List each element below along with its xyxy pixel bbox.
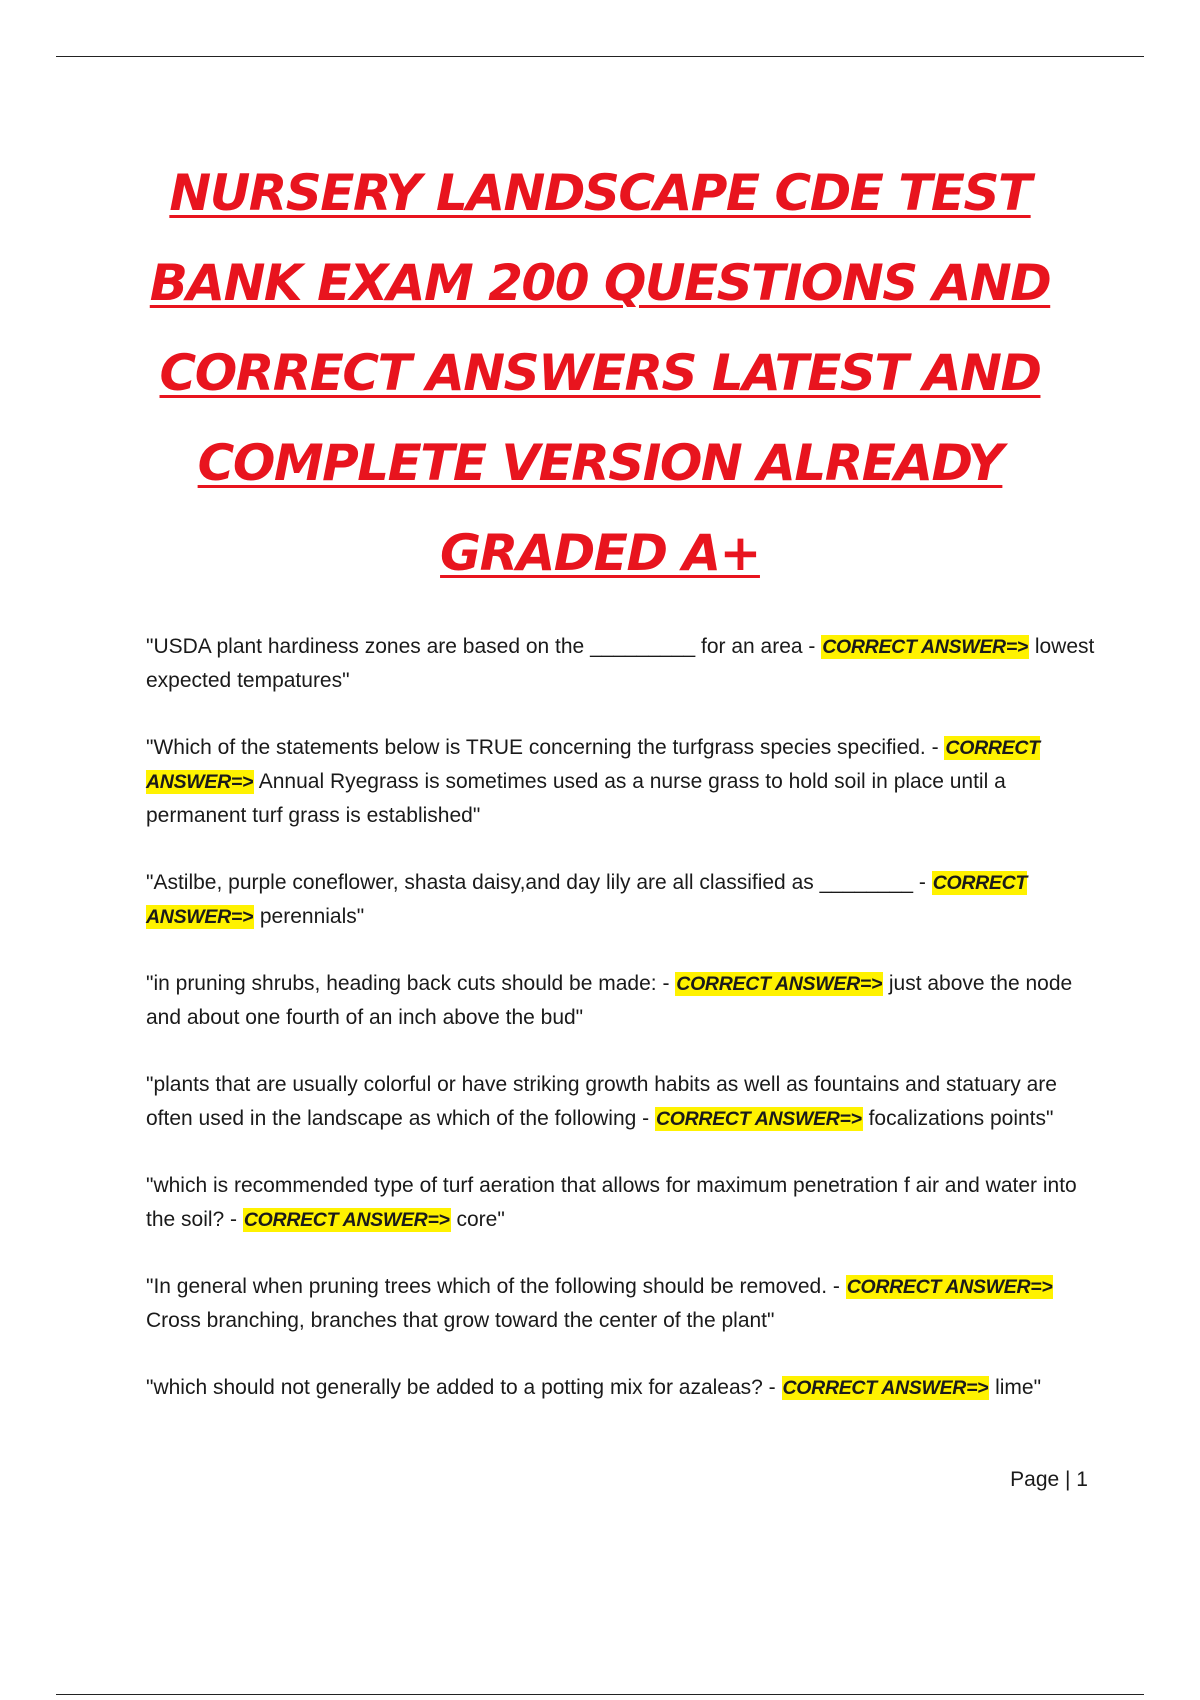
- answer-label: CORRECT ANSWER=>: [676, 973, 883, 995]
- question-text: "in pruning shrubs, heading back cuts should be made: -: [146, 972, 676, 995]
- qa-item: [146, 1169, 1096, 1237]
- answer-label: CORRECT ANSWER=>: [146, 872, 1028, 928]
- qa-item: [146, 1270, 1096, 1338]
- answer-text: lime": [989, 1376, 1042, 1399]
- qa-item: [146, 630, 1096, 698]
- qa-item: [146, 866, 1096, 934]
- answer-label: CORRECT ANSWER=>: [782, 1377, 989, 1399]
- answer-text: perennials": [254, 905, 365, 928]
- header-rule: [56, 56, 1144, 57]
- answer-label: CORRECT ANSWER=>: [822, 636, 1028, 658]
- document-title: NURSERY LANDSCAPE CDE TEST BANK EXAM 200 QUESTIONS AND CORRECT ANSWERS LATEST AND COMPLETE VERSION ALREADY GRADED A+: [149, 164, 1051, 582]
- qa-list: [146, 630, 1096, 1438]
- answer-text: lowest expected tempatures": [146, 635, 1095, 692]
- qa-item: [146, 731, 1096, 833]
- answer-text: just above the node and about one fourth of an inch above the bud": [146, 972, 1073, 1029]
- qa-item: [146, 967, 1096, 1035]
- answer-label: CORRECT ANSWER=>: [243, 1209, 450, 1231]
- answer-label: CORRECT ANSWER=>: [146, 737, 1040, 793]
- question-text: "which is recommended type of turf aeration that allows for maximum penetration f air and water into the soil? -: [146, 1174, 1077, 1231]
- answer-text: Cross branching, branches that grow toward the center of the plant": [146, 1309, 775, 1332]
- answer-text: focalizations points": [862, 1107, 1054, 1130]
- question-text: "In general when pruning trees which of the following should be removed. -: [146, 1275, 846, 1298]
- question-text: "plants that are usually colorful or have striking growth habits as well as fountains and statuary are often used in the landscape as which of the following -: [146, 1073, 1057, 1130]
- answer-text: core": [450, 1208, 505, 1231]
- question-text: "which should not generally be added to a potting mix for azaleas? -: [146, 1376, 782, 1399]
- question-text: "Which of the statements below is TRUE concerning the turfgrass species specified. -: [146, 736, 945, 759]
- question-text: "Astilbe, purple coneflower, shasta daisy,and day lily are all classified as ________ -: [146, 871, 932, 894]
- footer-rule: [56, 1694, 1144, 1695]
- answer-text: Annual Ryegrass is sometimes used as a nurse grass to hold soil in place until a permanent turf grass is established": [146, 770, 1006, 827]
- question-text: "USDA plant hardiness zones are based on the _________ for an area -: [146, 635, 822, 658]
- qa-item: [146, 1371, 1096, 1405]
- answer-label: CORRECT ANSWER=>: [655, 1108, 862, 1130]
- answer-label: CORRECT ANSWER=>: [846, 1276, 1053, 1298]
- qa-item: [146, 1068, 1096, 1136]
- page-number: Page | 1: [1010, 1468, 1088, 1491]
